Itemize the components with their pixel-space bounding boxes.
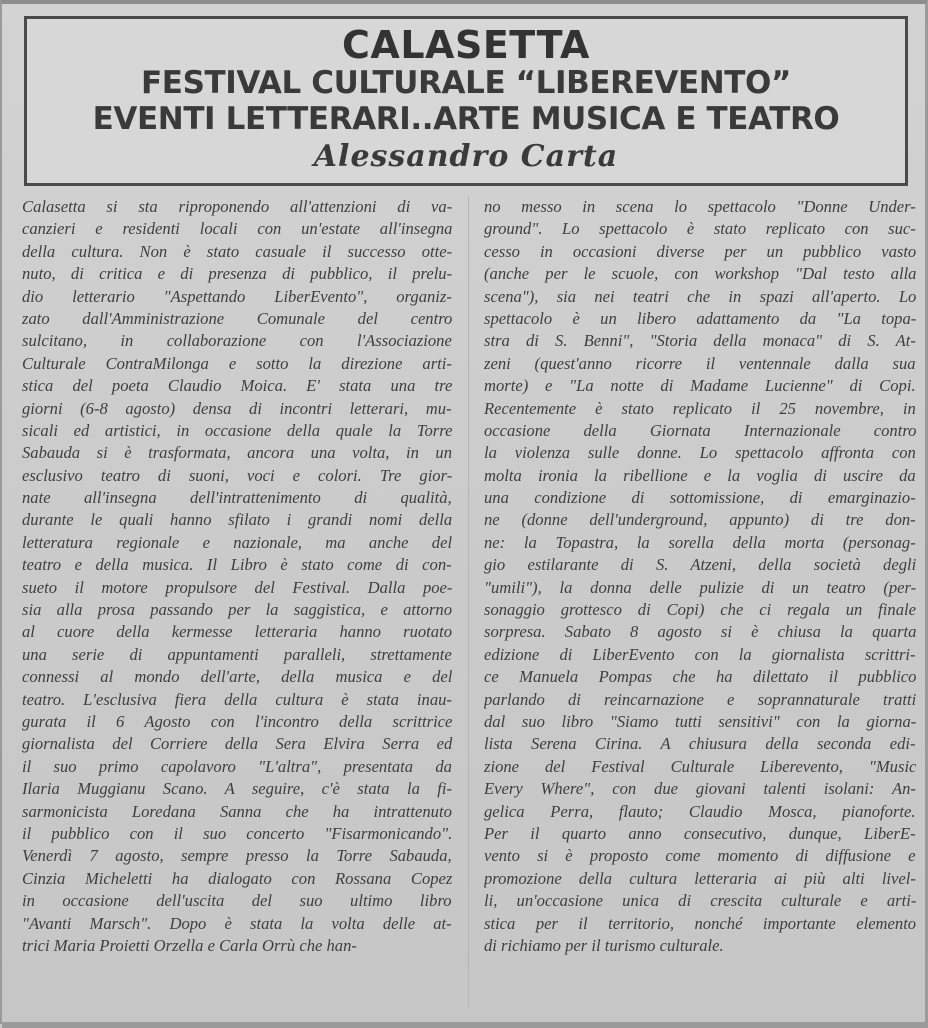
- article-text-line: trici Maria Proietti Orzella e Carla Orrù che han-: [22, 935, 357, 955]
- article-text-line: zione del Festival Culturale Liberevento, "Music: [484, 756, 916, 776]
- article-text-line: Sabauda si è trasformata, ancora una volta, in un: [22, 443, 452, 463]
- article-column-right: [484, 196, 916, 957]
- headline-town: CALASETTA: [342, 23, 590, 67]
- article-text-line: promozione della cultura letteraria ai più alti livel-: [484, 868, 916, 888]
- article-text-line: scena"), sia nei teatri che in spazi all'aperto. Lo: [484, 286, 916, 306]
- article-text-line: Recentemente è stato replicato il 25 novembre, in: [484, 398, 916, 418]
- article-text-line: stra di S. Benni", "Storia della monaca" di S. At-: [484, 331, 916, 351]
- article-text-line: Ilaria Muggianu Scano. A seguire, c'è stata la fi-: [22, 779, 452, 799]
- article-text-line: stica per il territorio, nonché importante elemento: [484, 913, 916, 933]
- article-text-line: cesso in occasioni diverse per un pubblico vasto: [484, 241, 916, 261]
- article-text-line: molta ironia la ribellione e la voglia di uscire da: [484, 465, 916, 485]
- article-text-line: occasione della Giornata Internazionale contro: [484, 420, 916, 440]
- article-text-line: Every Where", con due giovani talenti isolani: An-: [484, 779, 916, 799]
- article-text-line: zato dall'Amministrazione Comunale del centro: [22, 308, 452, 328]
- article-text-line: "Avanti Marsch". Dopo è stata la volta delle at-: [22, 913, 452, 933]
- article-text-line: dal suo libro "Siamo tutti sensitivi" con la giorna-: [484, 711, 916, 731]
- article-text-line: Cinzia Micheletti ha dialogato con Rossana Copez: [22, 868, 452, 888]
- article-text-line: sulcitano, in collaborazione con l'Associazione: [22, 331, 452, 351]
- article-text-line: gelica Perra, flauto; Claudio Mosca, pianoforte.: [484, 801, 916, 821]
- article-text-line: stica del poeta Claudio Moica. E' stata una tre: [22, 376, 452, 396]
- article-text-line: teatro e della musica. Il Libro è stato come di con-: [22, 555, 452, 575]
- article-text-line: sicali ed artistici, in occasione della quale la Torre: [22, 420, 452, 440]
- column-divider: [468, 196, 469, 1008]
- article-text-line: durante le quali hanno sfilato i grandi nomi della: [22, 510, 452, 530]
- article-text-line: il pubblico con il suo concerto "Fisarmonicando".: [22, 823, 452, 843]
- article-text-line: in occasione dell'uscita del suo ultimo libro: [22, 891, 452, 911]
- article-text-line: parlando di reincarnazione e soprannaturale tratti: [484, 689, 916, 709]
- article-text-line: nuto, di critica e di presenza di pubblico, il prelu-: [22, 264, 452, 284]
- article-text-line: esclusivo teatro di suoni, voci e colori. Tre gior-: [22, 465, 452, 485]
- article-text-line: la violenza sulle donne. Lo spettacolo affronta con: [484, 443, 916, 463]
- bottom-divider: [2, 1022, 928, 1028]
- headline-festival: FESTIVAL CULTURALE “LIBEREVENTO”: [141, 65, 791, 101]
- article-text-line: giornalista del Corriere della Sera Elvira Serra ed: [22, 734, 452, 754]
- article-text-line: sia alla prosa passando per la saggistica, e attorno: [22, 600, 452, 620]
- article-text-line: nate all'insegna dell'intrattenimento di qualità,: [22, 488, 452, 508]
- article-text-line: sonaggio grottesco di Copi) che ci regala un finale: [484, 600, 916, 620]
- article-text-line: canzieri e residenti locali con un'estate all'insegna: [22, 219, 452, 239]
- article-text-line: Venerdì 7 agosto, sempre presso la Torre Sabauda,: [22, 846, 452, 866]
- article-text-line: ground". Lo spettacolo è stato replicato con suc-: [484, 219, 916, 239]
- article-text-line: teatro. L'esclusiva fiera della cultura è stata inau-: [22, 689, 452, 709]
- article-text-line: Culturale ContraMilonga e sotto la direzione arti-: [22, 353, 452, 373]
- article-text-line: il suo primo capolavoro "L'altra", presentata da: [22, 756, 452, 776]
- article-text-line: ne (donne dell'underground, appunto) di tre don-: [484, 510, 916, 530]
- article-text-line: sorpresa. Sabato 8 agosto si è chiusa la quarta: [484, 622, 916, 642]
- article-text-line: gio estilarante di S. Atzeni, della società degli: [484, 555, 916, 575]
- article-text-line: della cultura. Non è stato casuale il successo otte-: [22, 241, 452, 261]
- article-text-line: "umili"), la donna delle pulizie di un teatro (per-: [484, 577, 916, 597]
- article-text-line: no messo in scena lo spettacolo "Donne Under-: [484, 197, 916, 216]
- article-text-line: sueto il motore propulsore del Festival. Dalla poe-: [22, 577, 452, 597]
- headline-box: [24, 16, 908, 186]
- article-text-line: zeni (quest'anno ricorre il ventennale dalla sua: [484, 353, 916, 373]
- article-text-line: una condizione di sottomissione, di emarginazio-: [484, 488, 916, 508]
- article-text-line: di richiamo per il turismo culturale.: [484, 935, 724, 955]
- article-text-line: ce Manuela Pompas che ha dilettato il pubblico: [484, 667, 916, 687]
- article-text-line: vento si è proposto come momento di diffusione e: [484, 846, 916, 866]
- article-text-line: li, un'occasione unica di crescita culturale e arti-: [484, 891, 916, 911]
- article-text-line: spettacolo è un libero adattamento da "La topa-: [484, 308, 916, 328]
- article-text-line: letteratura regionale e nazionale, ma anche del: [22, 532, 452, 552]
- article-text-line: connessi al mondo dell'arte, della musica e del: [22, 667, 452, 687]
- article-text-line: sarmonicista Loredana Sanna che ha intrattenuto: [22, 801, 452, 821]
- article-text-line: lista Serena Cirina. A chiusura della seconda edi-: [484, 734, 916, 754]
- article-text-line: una serie di appuntamenti paralleli, strettamente: [22, 644, 452, 664]
- headline-subtitle: EVENTI LETTERARI..ARTE MUSICA E TEATRO: [92, 101, 840, 137]
- article-text-line: Calasetta si sta riproponendo all'attenzioni di va-: [22, 197, 452, 216]
- article-text-line: (anche per le scuole, con workshop "Dal testo alla: [484, 264, 916, 284]
- article-text-line: dio letterario "Aspettando LiberEvento", organiz-: [22, 286, 452, 306]
- article-text-line: edizione di LiberEvento con la giornalista scrittri-: [484, 644, 916, 664]
- byline-author: Alessandro Carta: [313, 139, 619, 174]
- article-text-line: Per il quarto anno consecutivo, dunque, LiberE-: [484, 823, 916, 843]
- article-text-line: al cuore della kermesse letteraria hanno ruotato: [22, 622, 452, 642]
- article-text-line: giorni (6-8 agosto) densa di incontri letterari, mu-: [22, 398, 452, 418]
- article-text-line: morte) e "La notte di Madame Lucienne" di Copi.: [484, 376, 916, 396]
- article-column-left: [22, 196, 452, 957]
- article-text-line: ne: la Topastra, la sorella della morta (personag-: [484, 532, 916, 552]
- article-text-line: gurata il 6 Agosto con l'incontro della scrittrice: [22, 711, 452, 731]
